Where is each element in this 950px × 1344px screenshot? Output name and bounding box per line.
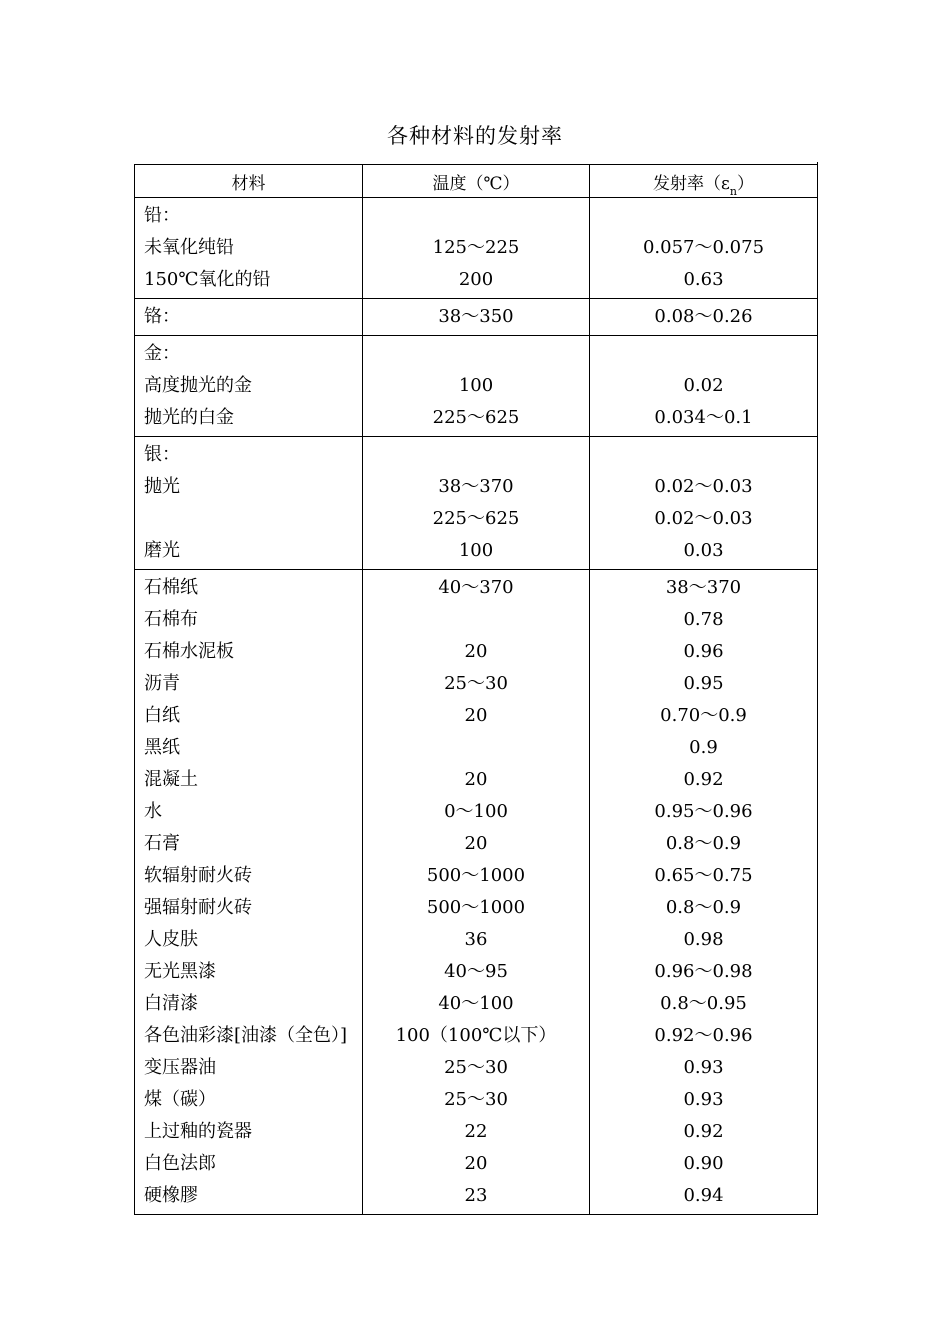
list-item: 0.034～0.1 <box>654 407 753 428</box>
list-item: 100（100℃以下） <box>395 1025 557 1046</box>
header-emissivity-label: 发射率（ε <box>653 173 730 194</box>
list-item: 煤（碳） <box>144 1089 216 1110</box>
list-item <box>590 200 817 232</box>
list-item: 0.93 <box>683 1057 724 1078</box>
header-emissivity-close: ） <box>736 173 754 194</box>
list-item: 25～30 <box>444 673 508 694</box>
list-item: 石棉布 <box>144 609 198 630</box>
list-item: 200 <box>458 269 494 290</box>
list-item: 38～370 <box>665 577 742 598</box>
emissivity-cell <box>590 570 818 1215</box>
list-item <box>590 338 817 370</box>
temperature-cell <box>363 299 590 336</box>
list-item: 0.98 <box>683 929 724 950</box>
list-item: 500～1000 <box>426 865 526 886</box>
emissivity-table <box>134 164 818 1215</box>
list-item: 150℃氧化的铅 <box>144 269 271 290</box>
list-item: 0.92 <box>683 1121 724 1142</box>
material-group <box>135 336 818 437</box>
list-item: 0.02 <box>683 375 724 396</box>
list-item: 40～95 <box>444 961 508 982</box>
list-item: 225～625 <box>432 508 520 529</box>
emissivity-cell <box>590 198 818 299</box>
list-item: 0.02～0.03 <box>654 508 753 529</box>
temperature-cell <box>363 570 590 1215</box>
table-row <box>135 198 818 299</box>
table-header-row <box>135 165 818 198</box>
list-item: 石膏 <box>144 833 180 854</box>
material-group <box>135 437 818 570</box>
list-item: 20 <box>464 769 488 790</box>
list-item: 0～100 <box>444 801 508 822</box>
list-item: 0.78 <box>683 609 724 630</box>
list-item: 225～625 <box>432 407 520 428</box>
material-cell <box>135 437 363 570</box>
list-item: 0.65～0.75 <box>654 865 753 886</box>
header-material: 材料 <box>135 165 363 198</box>
page-title: 各种材料的发射率 <box>387 124 563 148</box>
list-item: 变压器油 <box>144 1057 216 1078</box>
list-item: 未氧化纯铅 <box>144 237 234 258</box>
list-item: 20 <box>464 1153 488 1174</box>
list-item: 23 <box>464 1185 488 1206</box>
list-item: 混凝土 <box>144 769 198 790</box>
list-item: 0.9 <box>689 737 718 758</box>
list-item: 金： <box>144 343 180 364</box>
list-item: 水 <box>144 801 162 822</box>
list-item: 0.08～0.26 <box>654 306 753 327</box>
table-row <box>135 299 818 336</box>
list-item: 20 <box>464 705 488 726</box>
header-emissivity-subscript: n <box>729 184 737 198</box>
list-item: 0.03 <box>683 540 724 561</box>
table-row <box>135 336 818 437</box>
list-item: 石棉纸 <box>144 577 198 598</box>
temperature-cell <box>363 437 590 570</box>
list-item <box>590 439 817 471</box>
list-item: 0.95 <box>683 673 724 694</box>
emissivity-cell <box>590 437 818 570</box>
list-item: 500～1000 <box>426 897 526 918</box>
list-item: 人皮肤 <box>144 929 198 950</box>
list-item: 0.8～0.9 <box>665 833 742 854</box>
list-item: 100 <box>458 540 494 561</box>
list-item: 沥青 <box>144 673 180 694</box>
material-group <box>135 299 818 336</box>
temperature-cell <box>363 336 590 437</box>
material-cell <box>135 570 363 1215</box>
list-item: 0.94 <box>683 1185 724 1206</box>
list-item: 上过釉的瓷器 <box>144 1121 252 1142</box>
list-item: 0.70～0.9 <box>660 705 747 726</box>
header-temperature: 温度（℃） <box>363 165 590 198</box>
emissivity-cell <box>590 336 818 437</box>
list-item <box>135 503 362 535</box>
list-item <box>363 439 589 471</box>
list-item: 22 <box>464 1121 488 1142</box>
list-item: 铅： <box>144 205 180 226</box>
list-item: 20 <box>464 833 488 854</box>
list-item: 0.92～0.96 <box>654 1025 753 1046</box>
list-item: 软辐射耐火砖 <box>144 865 252 886</box>
list-item <box>363 604 589 636</box>
list-item <box>363 200 589 232</box>
list-item: 石棉水泥板 <box>144 641 234 662</box>
emissivity-cell <box>590 299 818 336</box>
list-item: 无光黑漆 <box>144 961 216 982</box>
material-cell <box>135 336 363 437</box>
list-item: 铬： <box>144 306 180 327</box>
list-item: 强辐射耐火砖 <box>144 897 252 918</box>
list-item: 黑纸 <box>144 737 180 758</box>
header-emissivity <box>590 165 818 198</box>
list-item: 高度抛光的金 <box>144 375 252 396</box>
list-item <box>363 732 589 764</box>
temperature-cell <box>363 198 590 299</box>
list-item: 白清漆 <box>144 993 198 1014</box>
table-row <box>135 437 818 570</box>
material-cell <box>135 198 363 299</box>
list-item: 0.95～0.96 <box>654 801 753 822</box>
list-item: 0.92 <box>683 769 724 790</box>
material-cell <box>135 299 363 336</box>
list-item: 硬橡膠 <box>144 1185 198 1206</box>
list-item: 白纸 <box>144 705 180 726</box>
list-item: 100 <box>458 375 494 396</box>
list-item: 25～30 <box>444 1089 508 1110</box>
list-item: 0.02～0.03 <box>654 476 753 497</box>
list-item: 38～350 <box>438 306 514 327</box>
list-item: 磨光 <box>144 540 180 561</box>
list-item: 银： <box>144 444 180 465</box>
list-item: 40～100 <box>438 993 514 1014</box>
list-item: 25～30 <box>444 1057 508 1078</box>
material-group <box>135 198 818 299</box>
list-item: 0.90 <box>683 1153 724 1174</box>
list-item: 0.8～0.95 <box>660 993 747 1014</box>
list-item: 抛光 <box>144 476 180 497</box>
list-item: 125～225 <box>432 237 520 258</box>
material-group <box>135 570 818 1215</box>
list-item: 各色油彩漆[油漆（全色）] <box>144 1025 348 1046</box>
list-item: 0.96～0.98 <box>654 961 753 982</box>
list-item: 抛光的白金 <box>144 407 234 428</box>
list-item: 白色法郎 <box>144 1153 216 1174</box>
list-item: 0.96 <box>683 641 724 662</box>
list-item: 0.8～0.9 <box>665 897 742 918</box>
list-item: 36 <box>464 929 488 950</box>
list-item: 20 <box>464 641 488 662</box>
table-row <box>135 570 818 1215</box>
list-item: 0.057～0.075 <box>642 237 765 258</box>
table-right-border <box>817 162 818 1194</box>
list-item: 0.63 <box>683 269 724 290</box>
list-item <box>363 338 589 370</box>
list-item: 38～370 <box>438 476 514 497</box>
list-item: 0.93 <box>683 1089 724 1110</box>
list-item: 40～370 <box>438 577 514 598</box>
